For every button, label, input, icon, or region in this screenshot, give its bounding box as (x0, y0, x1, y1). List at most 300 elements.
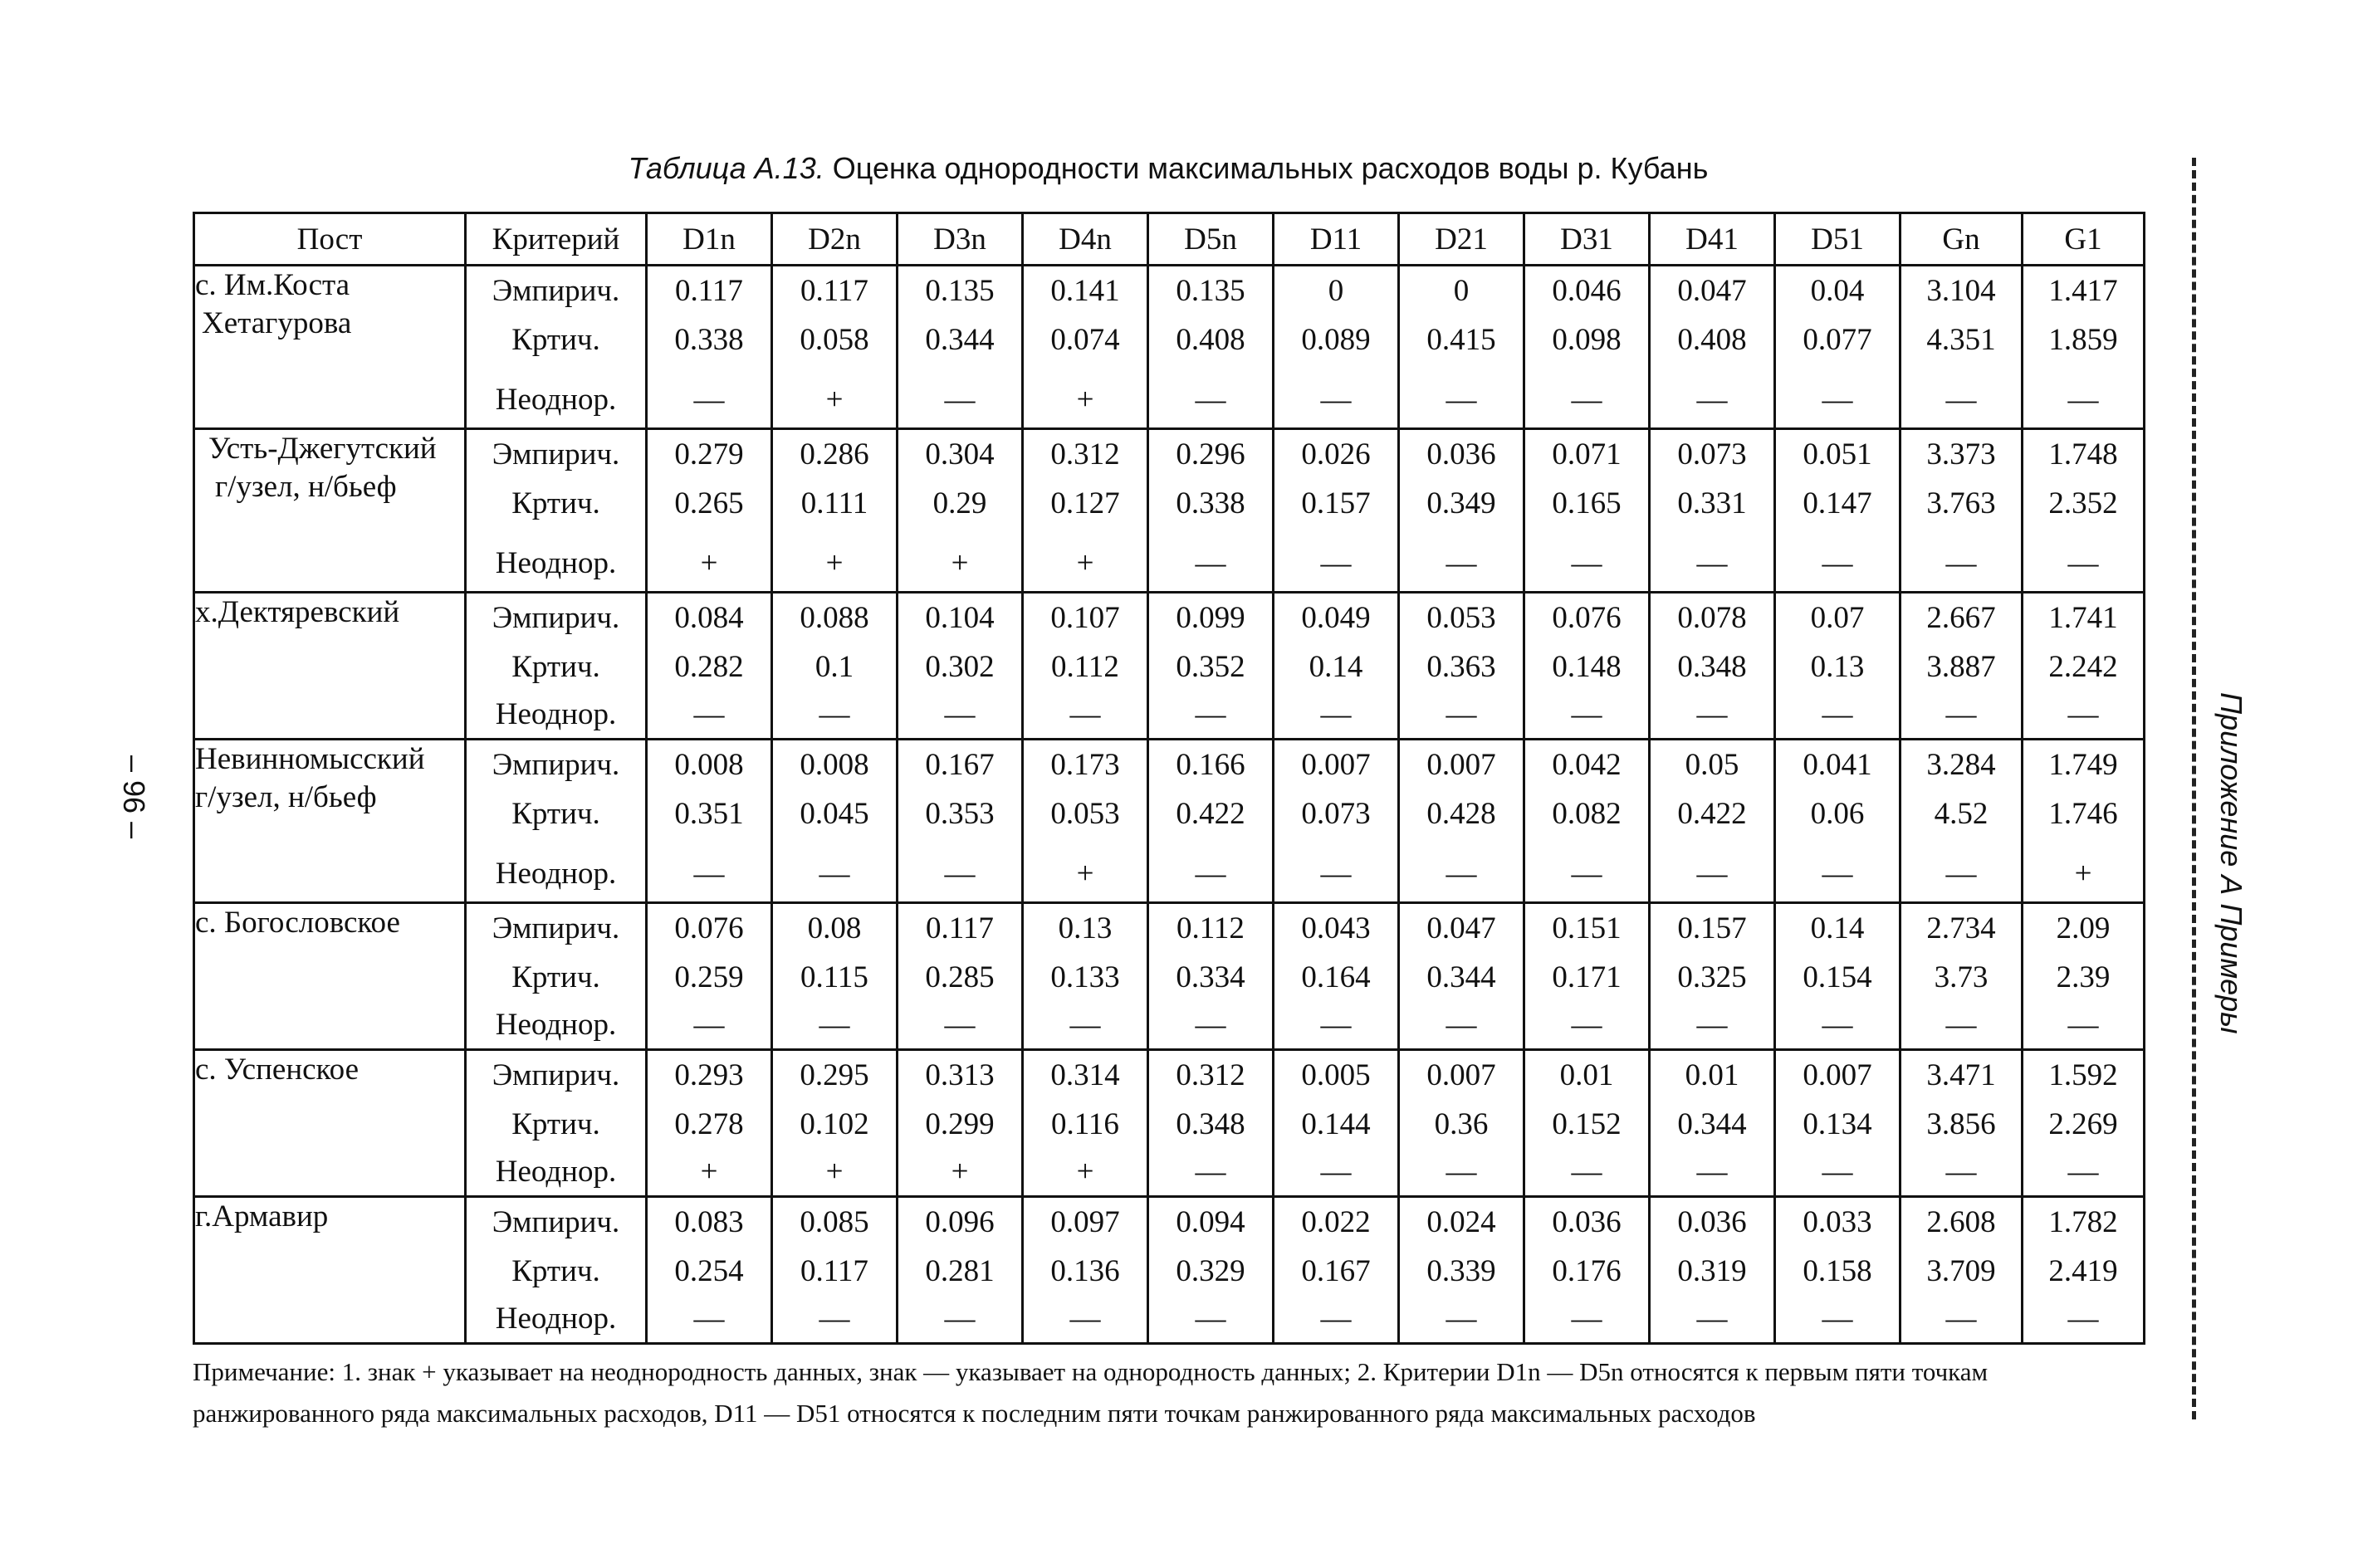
critical-value: 0.348 (1677, 650, 1747, 684)
critical-value: 0.422 (1677, 797, 1747, 831)
homogeneity-mark: — (1195, 857, 1226, 891)
empirical-value: 0.083 (674, 1205, 744, 1239)
empirical-value: 0.024 (1426, 1205, 1496, 1239)
empirical-value: 0.141 (1050, 274, 1120, 308)
homogeneity-mark: — (1696, 857, 1728, 891)
critical-value: 1.859 (2048, 323, 2118, 357)
empirical-value: 0.094 (1176, 1205, 1245, 1239)
value-cell (1650, 1197, 1775, 1344)
empirical-value: 0.01 (1559, 1058, 1614, 1092)
empirical-value: 0.286 (800, 437, 869, 471)
empirical-value: 1.417 (2048, 274, 2118, 308)
homogeneity-mark: + (2074, 857, 2092, 891)
empirical-value: 0.078 (1677, 601, 1747, 635)
criterion-label: Кртич. (511, 1107, 600, 1141)
homogeneity-mark: — (1945, 1155, 1977, 1189)
homogeneity-mark: — (1571, 1302, 1602, 1336)
critical-value: 0.344 (1677, 1107, 1747, 1141)
value-cell (1524, 903, 1650, 1050)
critical-value: 0.29 (932, 486, 987, 520)
homogeneity-mark: — (1446, 1008, 1477, 1042)
header-cell: D31 (1524, 213, 1650, 266)
critical-value: 0.116 (1051, 1107, 1119, 1141)
value-cell (647, 903, 772, 1050)
critical-value: 0.147 (1803, 486, 1872, 520)
value-cell (2023, 593, 2145, 740)
homogeneity-mark: — (1195, 1008, 1226, 1042)
critical-value: 0.112 (1051, 650, 1119, 684)
criterion-label: Эмпирич. (492, 1205, 620, 1239)
homogeneity-mark: — (693, 857, 725, 891)
empirical-value: 3.284 (1926, 748, 1996, 782)
empirical-value: 0.279 (674, 437, 744, 471)
empirical-value: 0.13 (1058, 911, 1113, 945)
value-cell (1023, 1050, 1148, 1197)
critical-value: 0.165 (1552, 486, 1622, 520)
critical-value: 4.351 (1926, 323, 1996, 357)
homogeneity-mark: — (819, 1302, 850, 1336)
criterion-cell (466, 593, 647, 740)
homogeneity-mark: — (944, 383, 976, 417)
criterion-label: Неоднор. (495, 1008, 617, 1042)
criterion-label: Эмпирич. (492, 1058, 620, 1092)
homogeneity-mark: — (1069, 1302, 1101, 1336)
homogeneity-mark: + (700, 1155, 718, 1189)
header-cell: Gn (1900, 213, 2023, 266)
homogeneity-mark: — (2067, 383, 2099, 417)
value-cell (1274, 903, 1399, 1050)
criterion-label: Неоднор. (495, 1302, 617, 1336)
empirical-value: 0.157 (1677, 911, 1747, 945)
homogeneity-mark: — (1822, 1008, 1853, 1042)
homogeneity-mark: — (1320, 546, 1352, 580)
homogeneity-mark: — (1446, 1302, 1477, 1336)
value-cell (1650, 740, 1775, 903)
critical-value: 2.39 (2056, 960, 2111, 994)
value-cell (1524, 266, 1650, 429)
homogeneity-mark: — (2067, 1008, 2099, 1042)
homogeneity-mark: — (1195, 1302, 1226, 1336)
value-cell (2023, 903, 2145, 1050)
homogeneity-mark: — (1571, 1155, 1602, 1189)
homogeneity-mark: — (944, 1302, 976, 1336)
value-cell (647, 429, 772, 593)
value-cell (1775, 1197, 1900, 1344)
homogeneity-mark: — (1696, 383, 1728, 417)
empirical-value: 0.07 (1810, 601, 1865, 635)
post-name-line: х.Дектяревский (195, 595, 400, 629)
criterion-label: Кртич. (511, 650, 600, 684)
empirical-value: 0.008 (800, 748, 869, 782)
homogeneity-mark: — (1945, 857, 1977, 891)
post-name-line: г/узел, н/бьеф (215, 470, 397, 504)
critical-value: 0.077 (1803, 323, 1872, 357)
empirical-value: 0.036 (1426, 437, 1496, 471)
critical-value: 3.887 (1926, 650, 1996, 684)
homogeneity-mark: — (819, 857, 850, 891)
value-cell (1775, 429, 1900, 593)
empirical-value: 0.296 (1176, 437, 1245, 471)
empirical-value: 0.085 (800, 1205, 869, 1239)
empirical-value: 0.033 (1803, 1205, 1872, 1239)
empirical-value: 0.046 (1552, 274, 1622, 308)
empirical-value: 1.749 (2048, 748, 2118, 782)
homogeneity-mark: — (1320, 1008, 1352, 1042)
empirical-value: 0.05 (1685, 748, 1739, 782)
homogeneity-mark: + (825, 546, 844, 580)
homogeneity-mark: — (1320, 697, 1352, 731)
homogeneity-mark: + (1076, 857, 1094, 891)
empirical-value: 0.151 (1552, 911, 1622, 945)
critical-value: 0.349 (1426, 486, 1496, 520)
critical-value: 0.136 (1050, 1254, 1120, 1288)
post-name-line: с. Им.Коста (195, 268, 350, 302)
value-cell (1650, 1050, 1775, 1197)
value-cell (1900, 1197, 2023, 1344)
header-row (194, 213, 2145, 266)
value-cell (647, 1197, 772, 1344)
homogeneity-mark: — (819, 1008, 850, 1042)
criterion-label: Кртич. (511, 797, 600, 831)
critical-value: 0.265 (674, 486, 744, 520)
homogeneity-mark: — (1571, 1008, 1602, 1042)
empirical-value: 0.14 (1810, 911, 1865, 945)
homogeneity-mark: — (1822, 383, 1853, 417)
homogeneity-mark: + (951, 1155, 969, 1189)
critical-value: 0.098 (1552, 323, 1622, 357)
value-cell (1900, 429, 2023, 593)
critical-value: 0.331 (1677, 486, 1747, 520)
empirical-value: 0.041 (1803, 748, 1872, 782)
value-cell (1023, 266, 1148, 429)
empirical-value: 0.097 (1050, 1205, 1120, 1239)
criterion-label: Кртич. (511, 1254, 600, 1288)
header-cell: D51 (1775, 213, 1900, 266)
value-cell (772, 740, 898, 903)
homogeneity-mark: — (1945, 697, 1977, 731)
critical-value: 0.117 (800, 1254, 868, 1288)
empirical-value: 0.04 (1810, 274, 1865, 308)
homogeneity-mark: — (1571, 546, 1602, 580)
homogeneity-mark: — (2067, 546, 2099, 580)
table-row (194, 903, 2145, 1050)
criterion-label: Эмпирич. (492, 911, 620, 945)
homogeneity-mark: + (951, 546, 969, 580)
critical-value: 0.302 (925, 650, 995, 684)
critical-value: 0.254 (674, 1254, 744, 1288)
critical-value: 0.422 (1176, 797, 1245, 831)
empirical-value: 0.304 (925, 437, 995, 471)
homogeneity-mark: — (1822, 1302, 1853, 1336)
value-cell (772, 1197, 898, 1344)
table-row (194, 593, 2145, 740)
criterion-label: Эмпирич. (492, 437, 620, 471)
value-cell (1900, 266, 2023, 429)
criterion-label: Неоднор. (495, 546, 617, 580)
critical-value: 0.152 (1552, 1107, 1622, 1141)
empirical-value: 2.667 (1926, 601, 1996, 635)
homogeneity-mark: — (693, 1302, 725, 1336)
post-name-line: Невинномысский (195, 742, 425, 776)
homogeneity-mark: — (1945, 383, 1977, 417)
critical-value: 0.344 (925, 323, 995, 357)
critical-value: 0.352 (1176, 650, 1245, 684)
critical-value: 0.167 (1301, 1254, 1371, 1288)
criterion-cell (466, 740, 647, 903)
empirical-value: 0.053 (1426, 601, 1496, 635)
value-cell (1650, 903, 1775, 1050)
value-cell (1023, 740, 1148, 903)
value-cell (1148, 1197, 1274, 1344)
value-cell (1399, 740, 1524, 903)
critical-value: 3.763 (1926, 486, 1996, 520)
homogeneity-mark: — (1945, 1008, 1977, 1042)
value-cell (898, 593, 1023, 740)
empirical-value: 2.09 (2056, 911, 2111, 945)
homogeneity-mark: — (2067, 1155, 2099, 1189)
critical-value: 0.111 (800, 486, 868, 520)
table-row (194, 1197, 2145, 1344)
post-name-line: с. Успенское (195, 1053, 360, 1087)
critical-value: 0.415 (1426, 323, 1496, 357)
empirical-value: 0.01 (1685, 1058, 1739, 1092)
homogeneity-mark: + (700, 546, 718, 580)
value-cell (1274, 1050, 1399, 1197)
empirical-value: 1.748 (2048, 437, 2118, 471)
critical-value: 1.746 (2048, 797, 2118, 831)
value-cell (1775, 903, 1900, 1050)
empirical-value: 0.117 (926, 911, 994, 945)
value-cell (1399, 903, 1524, 1050)
value-cell (1274, 593, 1399, 740)
homogeneity-mark: — (1195, 546, 1226, 580)
critical-value: 0.115 (800, 960, 868, 994)
critical-value: 2.269 (2048, 1107, 2118, 1141)
value-cell (772, 593, 898, 740)
header-cell: D3n (898, 213, 1023, 266)
critical-value: 0.325 (1677, 960, 1747, 994)
value-cell (772, 1050, 898, 1197)
criterion-cell (466, 1050, 647, 1197)
critical-value: 0.259 (674, 960, 744, 994)
homogeneity-mark: — (1446, 546, 1477, 580)
critical-value: 0.408 (1677, 323, 1747, 357)
homogeneity-mark: — (1195, 1155, 1226, 1189)
empirical-value: 0.314 (1050, 1058, 1120, 1092)
homogeneity-mark: — (944, 1008, 976, 1042)
homogeneity-mark: — (1069, 1008, 1101, 1042)
table-row (194, 1050, 2145, 1197)
value-cell (898, 740, 1023, 903)
value-cell (647, 266, 772, 429)
homogeneity-mark: — (693, 383, 725, 417)
empirical-value: 0.007 (1301, 748, 1371, 782)
critical-value: 4.52 (1934, 797, 1989, 831)
homogeneity-mark: — (2067, 1302, 2099, 1336)
homogeneity-mark: — (1320, 1302, 1352, 1336)
critical-value: 0.36 (1434, 1107, 1489, 1141)
value-cell (1023, 1197, 1148, 1344)
header-cell: D41 (1650, 213, 1775, 266)
value-cell (1274, 1197, 1399, 1344)
homogeneity-mark: — (1822, 697, 1853, 731)
header-cell: D1n (647, 213, 772, 266)
empirical-value: 0.295 (800, 1058, 869, 1092)
value-cell (2023, 740, 2145, 903)
homogeneity-mark: — (1320, 1155, 1352, 1189)
critical-value: 0.353 (925, 797, 995, 831)
post-name-cell (194, 903, 466, 1050)
homogeneity-mark: — (1696, 1008, 1728, 1042)
critical-value: 0.1 (814, 650, 854, 684)
criterion-cell (466, 266, 647, 429)
value-cell (1399, 1197, 1524, 1344)
post-name-cell (194, 1197, 466, 1344)
homogeneity-mark: — (1696, 697, 1728, 731)
critical-value: 0.285 (925, 960, 995, 994)
post-name-cell (194, 429, 466, 593)
criterion-label: Эмпирич. (492, 274, 620, 308)
homogeneity-mark: — (1945, 1302, 1977, 1336)
value-cell (898, 429, 1023, 593)
value-cell (1148, 593, 1274, 740)
homogeneity-mark: — (2067, 697, 2099, 731)
critical-value: 0.176 (1552, 1254, 1622, 1288)
critical-value: 0.319 (1677, 1254, 1747, 1288)
post-name-line: с. Богословское (195, 906, 400, 940)
table-row (194, 266, 2145, 429)
value-cell (1650, 593, 1775, 740)
header-cell: Критерий (466, 213, 647, 266)
value-cell (1399, 266, 1524, 429)
critical-value: 0.348 (1176, 1107, 1245, 1141)
value-cell (1900, 1050, 2023, 1197)
empirical-value: 0.173 (1050, 748, 1120, 782)
homogeneity-mark: — (1696, 1155, 1728, 1189)
homogeneity-mark: — (1571, 697, 1602, 731)
empirical-value: 0.117 (800, 274, 868, 308)
criterion-label: Эмпирич. (492, 601, 620, 635)
homogeneity-mark: — (1822, 546, 1853, 580)
homogeneity-mark: + (825, 383, 844, 417)
value-cell (2023, 429, 2145, 593)
homogeneity-mark: — (1822, 1155, 1853, 1189)
homogeneity-mark: — (1320, 383, 1352, 417)
empirical-value: 0.008 (674, 748, 744, 782)
empirical-value: 0.112 (1176, 911, 1245, 945)
critical-value: 0.278 (674, 1107, 744, 1141)
empirical-value: 0.007 (1426, 748, 1496, 782)
criterion-cell (466, 429, 647, 593)
header-cell: D21 (1399, 213, 1524, 266)
criterion-cell (466, 1197, 647, 1344)
value-cell (898, 266, 1023, 429)
header-cell: D11 (1274, 213, 1399, 266)
critical-value: 3.709 (1926, 1254, 1996, 1288)
empirical-value: 0.043 (1301, 911, 1371, 945)
critical-value: 0.338 (674, 323, 744, 357)
homogeneity-mark: — (944, 697, 976, 731)
empirical-value: 1.592 (2048, 1058, 2118, 1092)
value-cell (1524, 1197, 1650, 1344)
value-cell (1148, 1050, 1274, 1197)
empirical-value: 0.007 (1803, 1058, 1872, 1092)
post-name-cell (194, 266, 466, 429)
post-name-cell (194, 740, 466, 903)
critical-value: 0.074 (1050, 323, 1120, 357)
value-cell (1775, 1050, 1900, 1197)
value-cell (772, 266, 898, 429)
value-cell (1650, 429, 1775, 593)
value-cell (1148, 903, 1274, 1050)
critical-value: 0.14 (1309, 650, 1363, 684)
homogeneity-mark: + (1076, 1155, 1094, 1189)
critical-value: 0.073 (1301, 797, 1371, 831)
critical-value: 0.171 (1552, 960, 1622, 994)
value-cell (1900, 593, 2023, 740)
critical-value: 0.082 (1552, 797, 1622, 831)
criterion-label: Неоднор. (495, 1155, 617, 1189)
table-row (194, 740, 2145, 903)
value-cell (1274, 429, 1399, 593)
criterion-label: Неоднор. (495, 857, 617, 891)
homogeneity-mark: + (1076, 546, 1094, 580)
empirical-value: 0.076 (1552, 601, 1622, 635)
value-cell (1023, 903, 1148, 1050)
critical-value: 2.242 (2048, 650, 2118, 684)
homogeneity-mark: — (1446, 697, 1477, 731)
critical-value: 0.13 (1810, 650, 1865, 684)
critical-value: 0.339 (1426, 1254, 1496, 1288)
value-cell (647, 593, 772, 740)
value-cell (647, 740, 772, 903)
value-cell (1274, 740, 1399, 903)
empirical-value: 0.293 (674, 1058, 744, 1092)
header-cell: Пост (194, 213, 466, 266)
empirical-value: 0.036 (1677, 1205, 1747, 1239)
post-name-line: Хетагурова (202, 306, 352, 340)
value-cell (2023, 1197, 2145, 1344)
critical-value: 0.102 (800, 1107, 869, 1141)
post-name-line: Усть-Джегутский (208, 432, 437, 466)
value-cell (1900, 740, 2023, 903)
value-cell (1775, 266, 1900, 429)
empirical-value: 3.373 (1926, 437, 1996, 471)
header-cell: G1 (2023, 213, 2145, 266)
empirical-value: 0.036 (1552, 1205, 1622, 1239)
critical-value: 0.045 (800, 797, 869, 831)
page-number: – 96 – (117, 755, 151, 839)
value-cell (1148, 740, 1274, 903)
value-cell (1274, 266, 1399, 429)
empirical-value: 0.135 (925, 274, 995, 308)
critical-value: 0.133 (1050, 960, 1120, 994)
table-note (193, 1351, 2152, 1434)
value-cell (898, 903, 1023, 1050)
header-cell: D5n (1148, 213, 1274, 266)
empirical-value: 0.076 (674, 911, 744, 945)
empirical-value: 0.026 (1301, 437, 1371, 471)
homogeneity-mark: — (1320, 857, 1352, 891)
critical-value: 2.352 (2048, 486, 2118, 520)
empirical-value: 0.117 (675, 274, 743, 308)
homogeneity-mark: — (1069, 697, 1101, 731)
critical-value: 0.158 (1803, 1254, 1872, 1288)
value-cell (772, 429, 898, 593)
homogeneity-mark: — (693, 697, 725, 731)
empirical-value: 0.049 (1301, 601, 1371, 635)
empirical-value: 0.312 (1050, 437, 1120, 471)
